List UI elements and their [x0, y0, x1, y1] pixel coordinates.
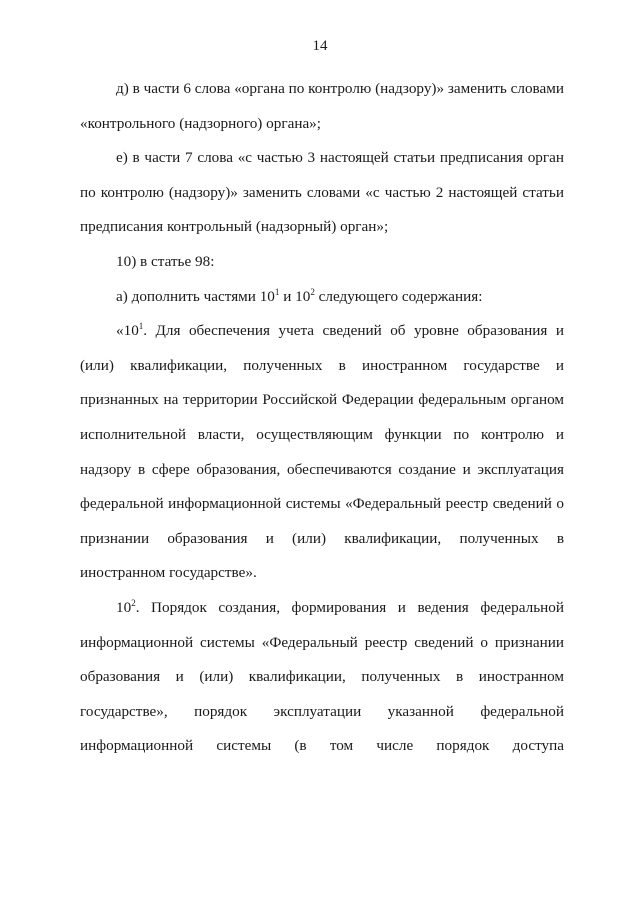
paragraph-a-text-1: а) дополнить частями 10 — [116, 287, 275, 305]
document-body — [80, 72, 564, 764]
paragraph-10-2-sup: 2 — [131, 597, 136, 608]
paragraph-10-2 — [80, 591, 564, 764]
paragraph-a-sup-2: 2 — [310, 286, 315, 297]
paragraph-10-1 — [80, 314, 564, 591]
paragraph-10-2-lead: 10 — [116, 598, 132, 616]
page-number: 14 — [312, 38, 328, 54]
paragraph-10-1-text: . Для обеспечения учета сведений об уровне образования и (или) квалификации, полученных в иностранном государстве и признанных на территории Российской Федерации федеральным органом исполнительной власти, осуществляющим функции по контролю и надзору в сфере образования, обеспечиваются создание и эксплуатация федеральной информационной системы «Федеральный реестр сведений о признании образования и (или) квалификации, полученных в иностранном государстве». — [80, 322, 564, 582]
paragraph-a — [80, 280, 564, 315]
paragraph-10: 10) в статье 98: — [116, 252, 215, 270]
paragraph-a-sup-1: 1 — [274, 286, 280, 297]
paragraph-d: д) в части 6 слова «органа по контролю (надзору)» заменить словами «контрольного (надзорного) органа»; — [80, 80, 564, 132]
paragraph-a-text-3: следующего содержания: — [314, 287, 483, 305]
paragraph-10-1-sup: 1 — [138, 321, 144, 332]
paragraph-a-text-2: и 10 — [279, 287, 311, 305]
paragraph-e: е) в части 7 слова «с частью 3 настоящей статьи предписания орган по контролю (надзору)» заменить словами «с частью 2 настоящей статьи предписания контрольный (надзорный) орган»; — [80, 149, 564, 236]
paragraph-10-1-lead: «10 — [116, 322, 139, 340]
paragraph-10-2-text: . Порядок создания, формирования и ведения федеральной информационной системы «Федеральный реестр сведений о признании образования и (или) квалификации, полученных в иностранном государстве», порядок эксплуатации указанной федеральной информационной системы (в том числе порядок доступа — [80, 598, 564, 755]
